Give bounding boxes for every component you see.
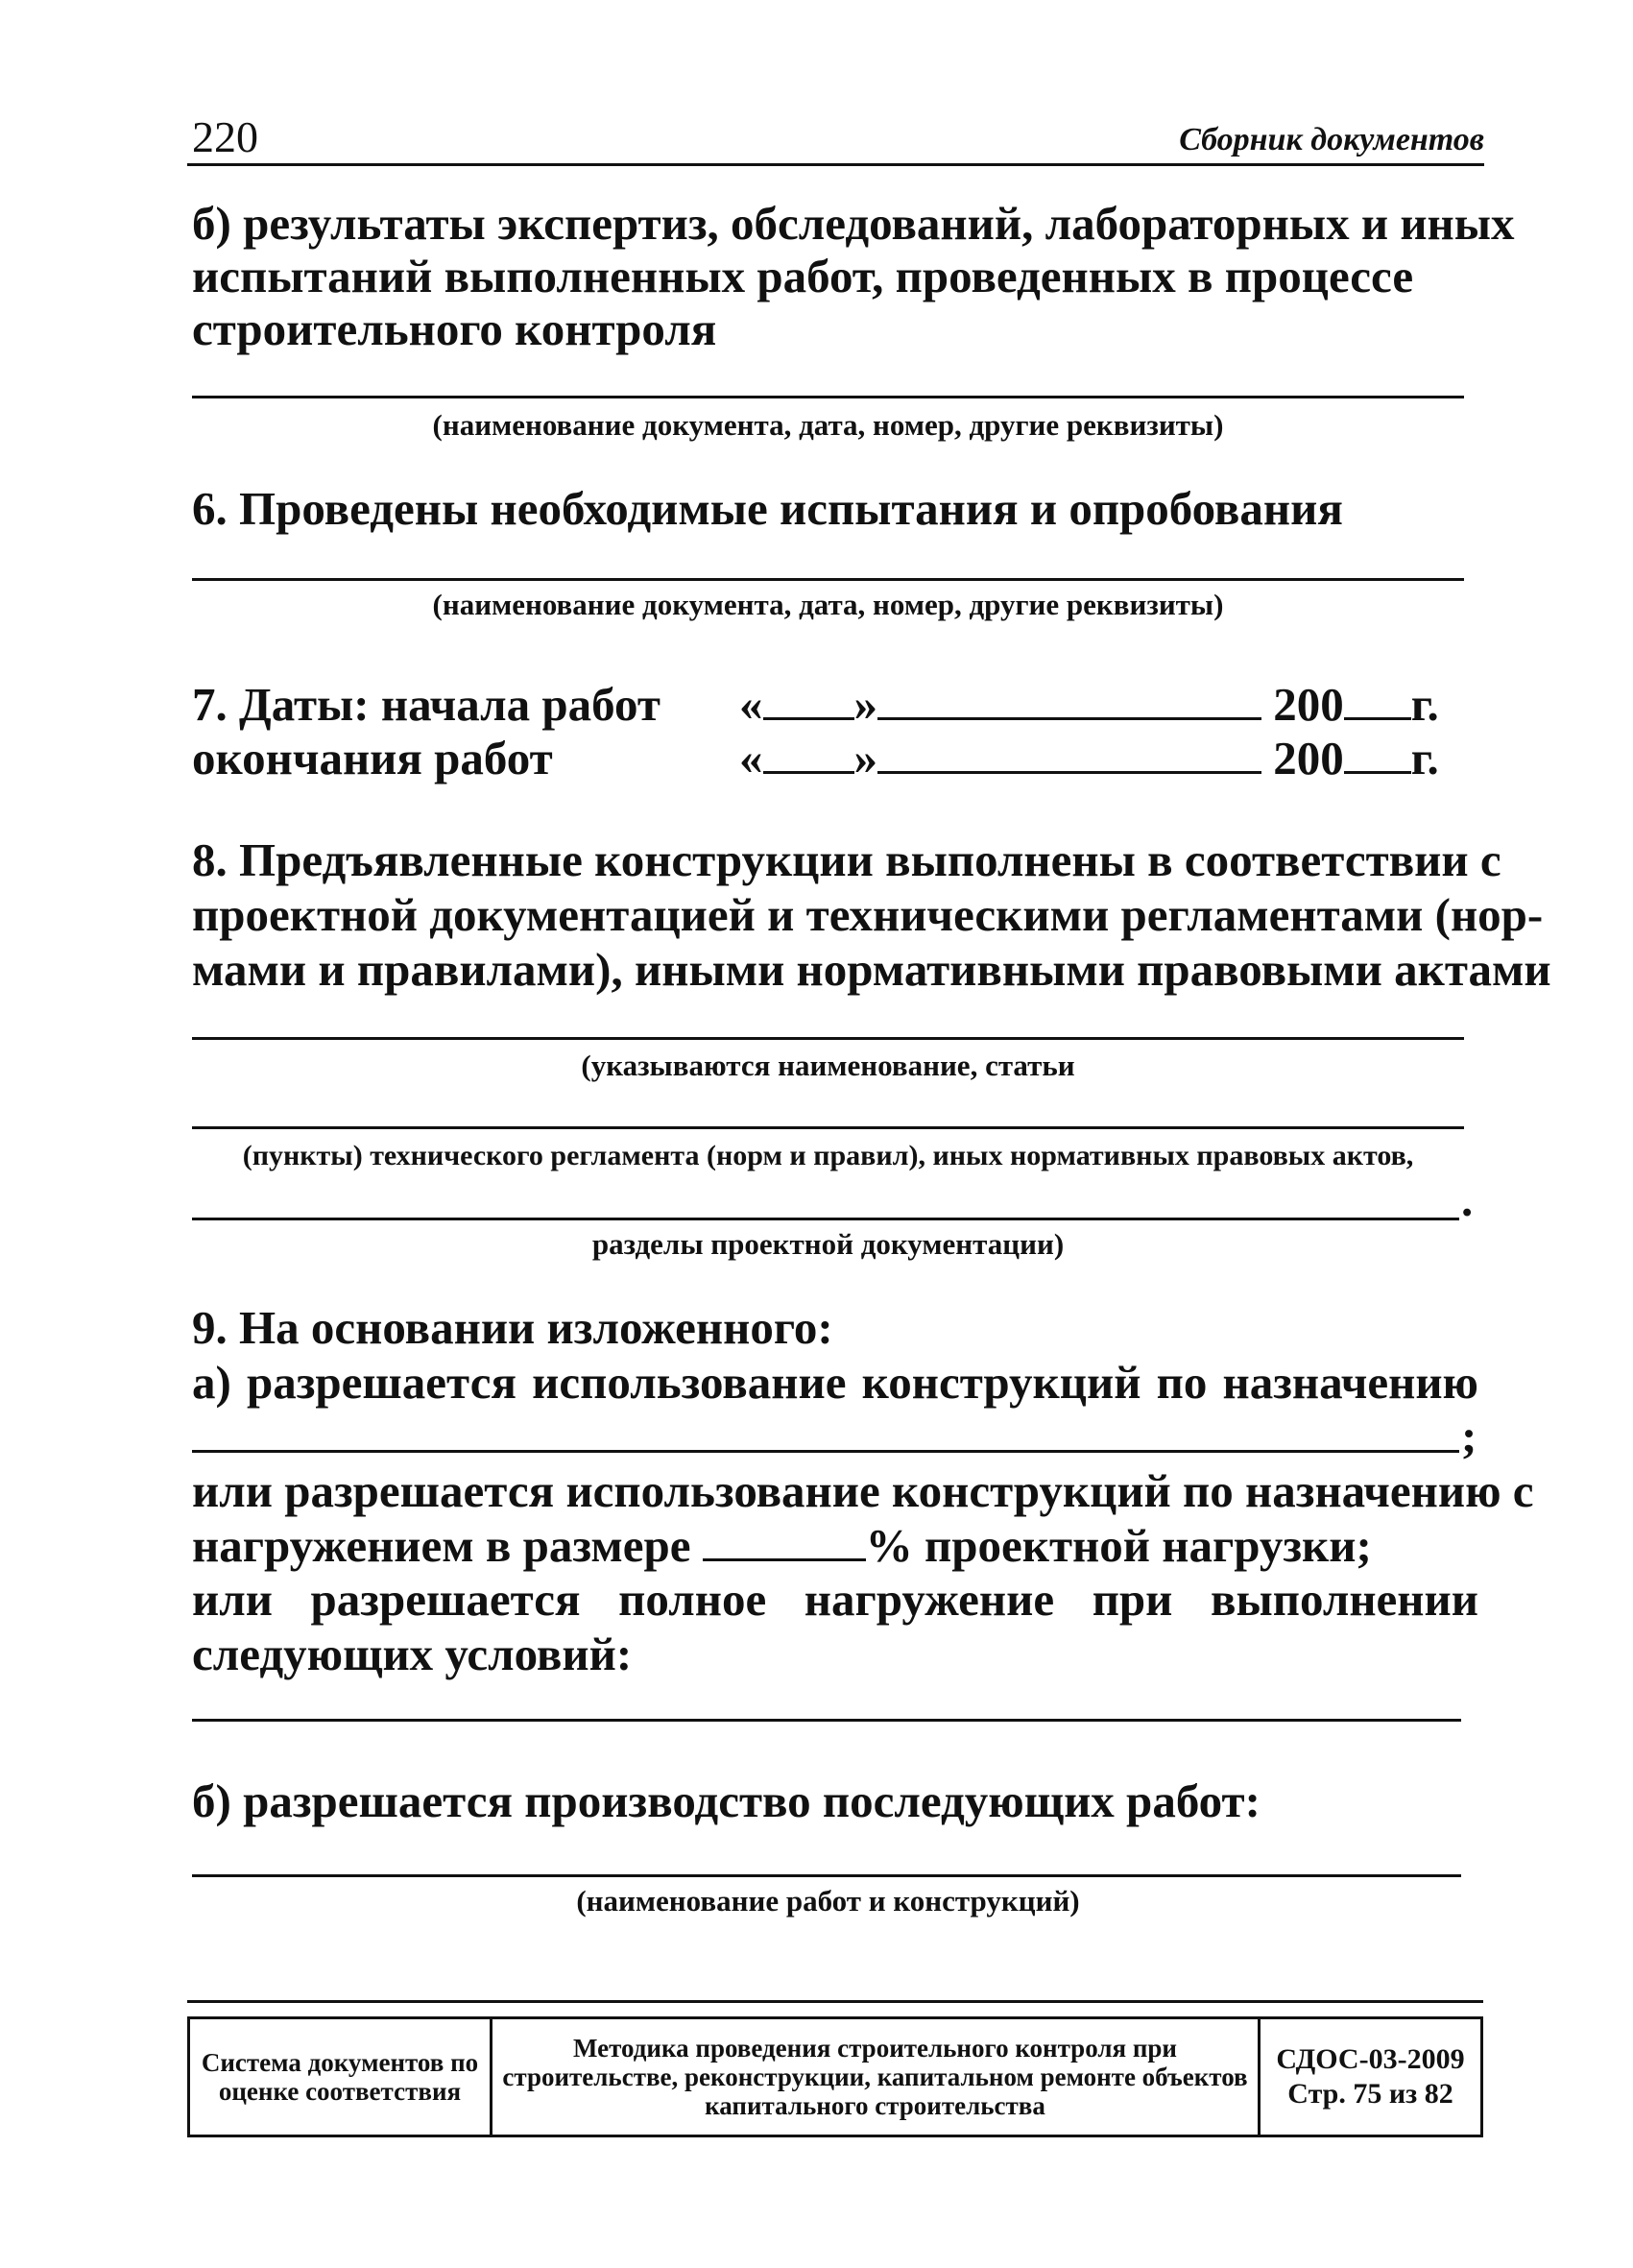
- year-blank: [1344, 771, 1411, 774]
- item8-line2: проектной документацией и техническими регламентами (нор-: [192, 888, 1544, 941]
- item9-conditions-fill-line: [192, 1719, 1461, 1722]
- item5b-line1: б) результаты экспертиз, обследований, лабораторных и иных: [192, 197, 1515, 250]
- day-blank: [763, 771, 854, 774]
- year-blank: [1344, 717, 1411, 720]
- running-title: Сборник документов: [1179, 122, 1484, 157]
- year-suffix: г.: [1410, 678, 1439, 731]
- year-prefix: 200: [1273, 678, 1344, 731]
- year-suffix: г.: [1410, 732, 1439, 784]
- page-number: 220: [192, 112, 258, 161]
- item8-caption-3: разделы проектной документации): [591, 1227, 1065, 1261]
- footer-method: Методика проведения строительного контроля при строительстве, реконструкции, капитальном ремонте объектов капитального строительства: [492, 2019, 1261, 2135]
- item5b-fill-line: [192, 396, 1464, 398]
- open-quote: «: [739, 732, 763, 784]
- date-end-field: [739, 732, 1439, 785]
- footer-rule: [187, 2000, 1483, 2003]
- item9-heading: 9. На основании изложенного:: [192, 1301, 833, 1354]
- item5b-line2: испытаний выполненных работ, проведенных в процессе: [192, 250, 1414, 302]
- date-start-label: 7. Даты: начала работ: [192, 678, 660, 731]
- item9a-fill-line: [192, 1450, 1459, 1453]
- item9b-line: б) разрешается производство последующих работ:: [192, 1774, 1261, 1827]
- item9-or1-line1: или разрешается использование конструкций по назначению с: [192, 1464, 1534, 1517]
- year-prefix: 200: [1273, 732, 1344, 784]
- item9a-end: ;: [1461, 1410, 1477, 1462]
- footer-system: Система документов по оценке соответствия: [190, 2019, 492, 2135]
- day-blank: [763, 717, 854, 720]
- item9a-line: а) разрешается использование конструкций по назначению: [192, 1356, 1478, 1409]
- footer-page: Стр. 75 из 82: [1287, 2078, 1453, 2110]
- month-blank: [877, 717, 1261, 720]
- item6-caption: (наименование документа, дата, номер, другие реквизиты): [432, 588, 1224, 621]
- item5b-line3: строительного контроля: [192, 302, 717, 355]
- footer-code: СДОС-03-2009: [1276, 2043, 1465, 2075]
- close-quote: »: [853, 732, 877, 784]
- open-quote: «: [739, 678, 763, 731]
- load-suffix: % проектной нагрузки;: [865, 1519, 1372, 1572]
- footer-stamp: [187, 2016, 1483, 2137]
- item8-fill-line-2: [192, 1126, 1464, 1129]
- item9b-fill-line: [192, 1874, 1461, 1877]
- footer-code-page: [1261, 2019, 1480, 2135]
- date-start-field: [739, 678, 1439, 732]
- month-blank: [877, 771, 1261, 774]
- item9-or2-line2: следующих условий:: [192, 1628, 633, 1680]
- load-label: нагружением в размере: [192, 1519, 691, 1572]
- header-rule: [187, 163, 1484, 166]
- item9b-caption: (наименование работ и конструкций): [576, 1884, 1080, 1918]
- item8-line3: мами и правилами), иными нормативными правовыми актами: [192, 943, 1551, 996]
- close-quote: »: [853, 678, 877, 731]
- item5b-caption: (наименование документа, дата, номер, другие реквизиты): [432, 408, 1224, 442]
- item8-fill-line-1: [192, 1037, 1464, 1040]
- item9-or1-line2: [192, 1519, 1372, 1573]
- item9-or2-line1: или разрешается полное нагружение при выполнении: [192, 1573, 1478, 1626]
- item6-fill-line: [192, 578, 1464, 581]
- load-percent-blank: [703, 1558, 866, 1561]
- item8-fill-line-3: [192, 1218, 1459, 1220]
- item8-line-end: .: [1461, 1173, 1474, 1226]
- item8-caption-2: (пункты) технического регламента (норм и правил), иных нормативных правовых актов,: [242, 1140, 1414, 1171]
- item8-caption-1: (указываются наименование, статьи: [581, 1049, 1075, 1082]
- item8-line1: 8. Предъявленные конструкции выполнены в соответствии с: [192, 833, 1501, 886]
- date-end-label: окончания работ: [192, 732, 553, 784]
- item6-text: 6. Проведены необходимые испытания и опробования: [192, 482, 1343, 535]
